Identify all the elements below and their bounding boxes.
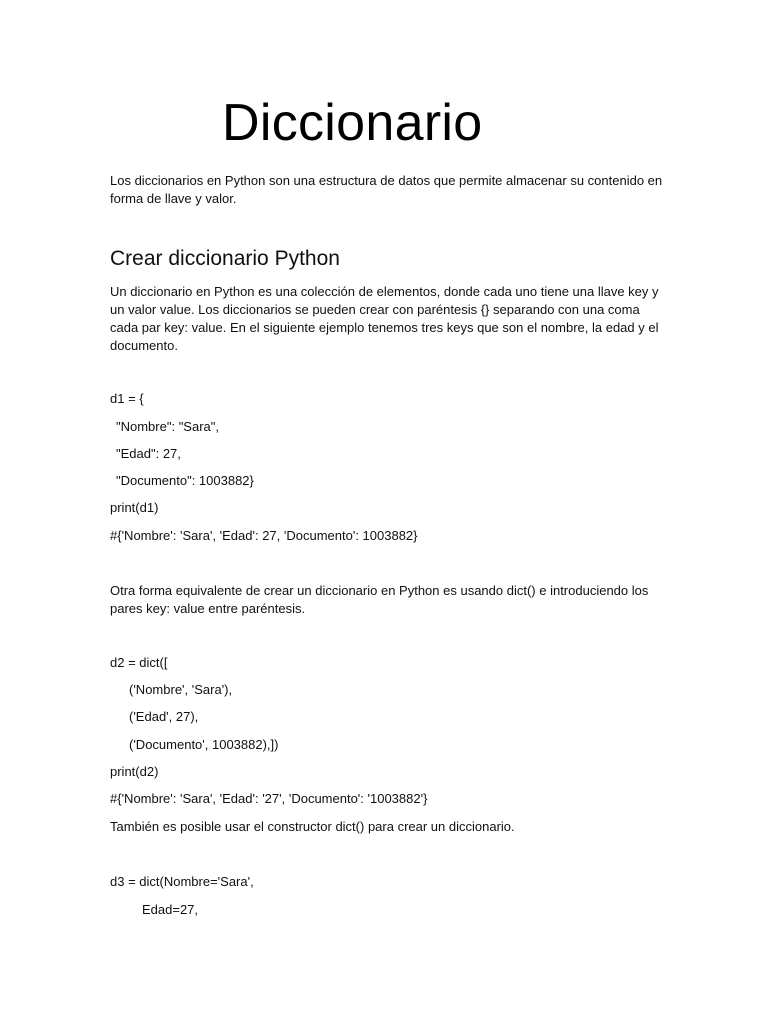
document-title: Diccionario	[222, 94, 483, 152]
code-line: ('Documento', 1003882),])	[129, 737, 279, 752]
code-line: ('Edad', 27),	[129, 709, 199, 724]
code-line: Edad=27,	[142, 902, 199, 917]
code-line: d1 = {	[110, 391, 144, 406]
paragraph-dict-function: Otra forma equivalente de crear un diccionario en Python es usando dict() e introduciendo los pares key: value entre paréntesis.	[110, 583, 649, 616]
section-heading: Crear diccionario Python	[110, 247, 340, 270]
code-line: print(d1)	[110, 500, 159, 515]
section-paragraph: Un diccionario en Python es una colección de elementos, donde cada uno tiene una llave key y un valor value. Los diccionarios se pueden crear con paréntesis {} separando con una coma cada par key: value. En el siguiente ejemplo tenemos tres keys que son el nombre, la edad y el documento.	[110, 284, 659, 353]
intro-paragraph: Los diccionarios en Python son una estructura de datos que permite almacenar su contenido en forma de llave y valor.	[110, 173, 663, 206]
code-line: d3 = dict(Nombre='Sara',	[110, 874, 254, 889]
code-output-comment: #{'Nombre': 'Sara', 'Edad': '27', 'Documento': '1003882'}	[110, 791, 428, 806]
code-output-comment: #{'Nombre': 'Sara', 'Edad': 27, 'Documento': 1003882}	[110, 528, 418, 543]
code-line: print(d2)	[110, 764, 159, 779]
code-line: d2 = dict([	[110, 655, 168, 670]
code-line: "Documento": 1003882}	[116, 473, 254, 488]
code-line: "Nombre": "Sara",	[116, 419, 219, 434]
code-line: "Edad": 27,	[116, 446, 181, 461]
code-line: ('Nombre', 'Sara'),	[129, 682, 233, 697]
paragraph-dict-constructor: También es posible usar el constructor dict() para crear un diccionario.	[110, 819, 515, 834]
